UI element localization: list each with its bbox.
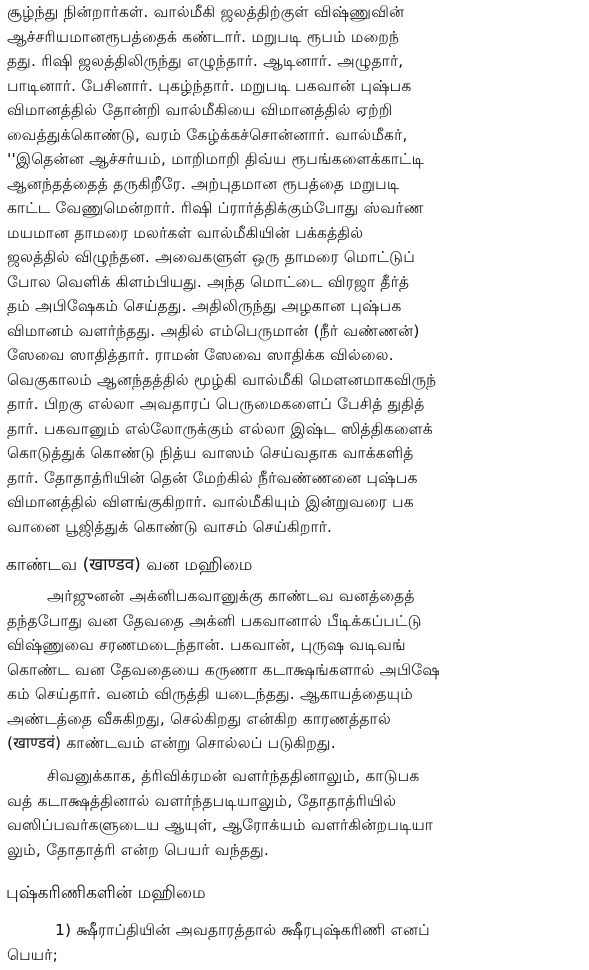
text-line: விமானம் வளர்ந்தது. அதில் எம்பெருமான் (நீர் வண்ணன்): [7, 321, 420, 340]
section-paragraph: [0, 584, 589, 756]
text-line: ஸேவை ஸாதித்தார். ராமன் ஸேவை ஸாதிக்க வில்லை.: [7, 346, 394, 364]
section-paragraph: [0, 918, 589, 967]
text-line: கொண்ட வன தேவதையை கருணா கடாக்ஷங்களால் அபிஷே: [7, 660, 440, 679]
text-line: அர்ஜுனன் அக்னிபகவானுக்கு காண்டவ வனத்தைத்: [47, 587, 415, 605]
text-line: சூழ்ந்து நின்றார்கள். வால்மீகி ஜலத்திற்குள் விஷ்ணுவின்: [7, 3, 405, 21]
text-line: தார். தோதாத்ரியின் தென் மேற்கில் நீர்வண்ணனை புஷ்பக: [7, 468, 418, 487]
text-line: வெகுகாலம் ஆனந்தத்தில் மூழ்கி வால்மீகி மௌனமாகவிருந்: [7, 370, 437, 389]
text-line: விமானத்தில் தோன்றி வால்மீகியை விமானத்தில் ஏற்றி: [7, 101, 393, 119]
text-line: அண்டத்தை வீசுகிறது, செல்கிறது என்கிற காரணத்தால்: [7, 709, 391, 728]
text-line: பெயர்;: [7, 945, 59, 964]
section-paragraph: [0, 764, 589, 862]
text-line: வத் கடாக்ஷத்தினால் வளர்ந்தபடியாலும், தோதாத்ரியில்: [7, 791, 397, 810]
section-heading: புஷ்கரிணிகளின் மஹிமை: [6, 883, 206, 903]
text-line: போல வெளிக் கிளம்பியது. அந்த மொட்டை விரஜா தீர்த்: [7, 272, 410, 291]
text-line: விஷ்ணுவை சரணமடைந்தான். பகவான், புருஷ வடிவங்: [7, 636, 406, 654]
text-line: ஜலத்தில் விழுந்தன. அவைகளுள் ஒரு தாமரை மொட்டுப்: [7, 248, 415, 266]
text-line: ஆச்சரியமானரூபத்தைக் கண்டார். மறுபடி ரூபம் மறைந்: [7, 27, 400, 46]
text-line: லும், தோதாத்ரி என்ற பெயர் வந்தது.: [7, 840, 270, 859]
text-line: தந்தபோது வன தேவதை அக்னி பகவானால் பீடிக்கப்பட்டு: [7, 611, 422, 630]
text-line: ஆனந்தத்தைத் தருகிறீரே. அற்புதமான ரூபத்தை மறுபடி: [7, 174, 400, 193]
text-line: வானை பூஜித்துக் கொண்டு வாசம் செய்கிறார்.: [7, 517, 333, 536]
text-line: விமானத்தில் விளங்குகிறார். வால்மீகியும் இன்றுவரை பக: [7, 493, 414, 511]
text-line: கொடுத்துக் கொண்டு நித்ய வாஸம் செய்வதாக வாக்களித்: [7, 444, 414, 462]
text-line: தார். பகவானும் எல்லோருக்கும் எல்லா இஷ்ட ஸித்திகளைக்: [7, 419, 433, 438]
text-line: (खाण्डवं) காண்டவம் என்று சொல்லப் படுகிறது.: [7, 734, 336, 752]
text-line: தம் அபிஷேகம் செய்தது. அதிலிருந்து அழகான புஷ்பக: [7, 297, 402, 315]
text-line: தார். பிறகு எல்லா அவதாரப் பெருமைகளைப் பேசித் துதித்: [7, 395, 425, 413]
text-line: சிவனுக்காக, த்ரிவிக்ரமன் வளர்ந்ததினாலும், காடுபக: [47, 767, 420, 785]
text-line: வைத்துக்கொண்டு, வரம் கேழ்க்கச்சொன்னார். வால்மீகர்,: [7, 125, 408, 144]
text-line: பாடினார். பேசினார். புகழ்ந்தார். மறுபடி பகவான் புஷ்பக: [7, 76, 412, 95]
text-line: ''இதென்ன ஆச்சர்யம், மாறிமாறி திவ்ய ரூபங்களைக்காட்டி: [7, 150, 425, 168]
text-line: கம் செய்தார். வனம் விருத்தி யடைந்தது. ஆகாயத்தையும்: [7, 685, 413, 703]
text-line: காட்ட வேணுமென்றார். ரிஷி ப்ரார்த்திக்கும்போது ஸ்வர்ண: [7, 199, 424, 217]
text-line: 1) க்ஷீராப்தியின் அவதாரத்தால் க்ஷீரபுஷ்கரிணி எனப்: [55, 921, 430, 939]
text-line: தது. ரிஷி ஜலத்திலிருந்து எழுந்தார். ஆடினார். அழுதார்,: [7, 52, 404, 70]
text-line: மயமான தாமரை மலர்கள் வால்மீகியின் பக்கத்தில்: [7, 223, 364, 242]
section-heading: காண்டவ (खाण्डव) வன மஹிமை: [6, 555, 253, 575]
text-line: வஸிப்பவர்களுடைய ஆயுள், ஆரோக்யம் வளர்கின்றபடியா: [7, 816, 434, 834]
